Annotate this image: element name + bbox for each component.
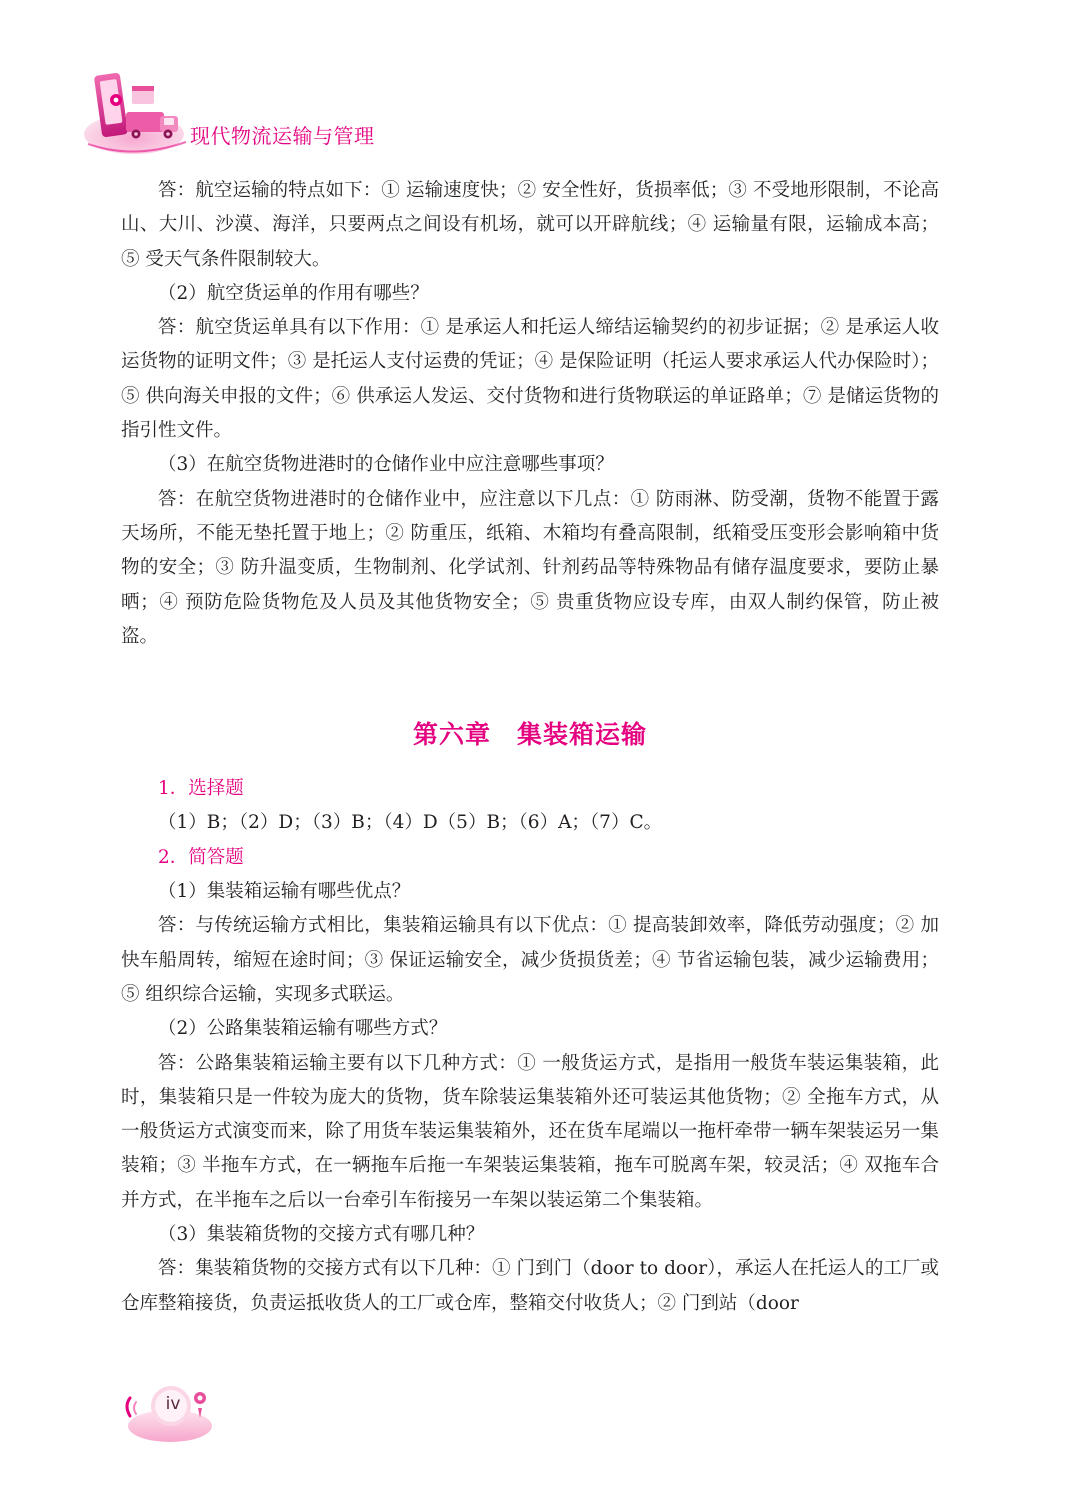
section-title: 1．选择题 [158,778,244,800]
answer-paragraph: 答：与传统运输方式相比，集装箱运输具有以下优点：① 提高装卸效率，降低劳动强度；② 加快车船周转，缩短在途时间；③ 保证运输安全，减少货损货差；④ 节省运输包装，减少运输费用；⑤ 组织综合运输，实现多式联运。 [121,915,939,1005]
page-number: iv [165,1394,181,1414]
logistics-phone-truck-icon [82,68,192,160]
question-heading: （2）公路集装箱运输有哪些方式？ [158,1018,448,1040]
page-body [121,174,939,1321]
answer-paragraph: 答：航空运输的特点如下：① 运输速度快；② 安全性好，货损率低；③ 不受地形限制，不论高山、大川、沙漠、海洋，只要两点之间设有机场，就可以开辟航线；④ 运输量有限，运输成本高；⑤ 受天气条件限制较大。 [121,180,939,270]
answer-paragraph: 答：公路集装箱运输主要有以下几种方式：① 一般货运方式，是指用一般货车装运集装箱，此时，集装箱只是一件较为庞大的货物，货车除装运集装箱外还可装运其他货物；② 全拖车方式，从一般货运方式演变而来，除了用货车装运集装箱外，还在货车尾端以一拖杆牵带一辆车架装运另一集装箱；③ 半拖车方式，在一辆拖车后拖一车架装运集装箱，拖车可脱离车架，较灵活；④ 双拖车合并方式，在半拖车之后以一台牵引车衔接另一车架以装运第二个集装箱。 [121,1052,939,1211]
answer-paragraph: 答：在航空货物进港时的仓储作业中，应注意以下几点：① 防雨淋、防受潮，货物不能置于露天场所，不能无垫托置于地上；② 防重压，纸箱、木箱均有叠高限制，纸箱受压变形会影响箱中货物的安全；③ 防升温变质，生物制剂、化学试剂、针剂药品等特殊物品有储存温度要求，要防止暴晒；④ 预防危险货物危及人员及其他货物安全；⑤ 贵重货物应设专库，由双人制约保管，防止被盗。 [121,488,939,647]
question-heading: （3）集装箱货物的交接方式有哪几种？ [158,1224,485,1246]
question-heading: （2）航空货运单的作用有哪些？ [158,282,429,304]
choice-answers: （1）B；（2）D；（3）B；（4）D（5）B；（6）A；（7）C。 [158,812,663,834]
answer-paragraph: 答：集装箱货物的交接方式有以下几种：① 门到门（door to door），承运人在托运人的工厂或仓库整箱接货，负责运抵收货人的工厂或仓库，整箱交付收货人；② 门到站（door [121,1258,939,1314]
question-heading: （3）在航空货物进港时的仓储作业中应注意哪些事项？ [158,454,614,476]
page-number-badge [118,1378,214,1446]
question-heading: （1）集装箱运输有哪些优点？ [158,881,411,903]
book-title: 现代物流运输与管理 [190,124,375,148]
chapter-title: 第六章 集装箱运输 [412,720,647,750]
answer-paragraph: 答：航空货运单具有以下作用：① 是承运人和托运人缔结运输契约的初步证据；② 是承运人收运货物的证明文件；③ 是托运人支付运费的凭证；④ 是保险证明（托运人要求承运人代办保险时）；⑤ 供向海关申报的文件；⑥ 供承运人发运、交付货物和进行货物联运的单证路单；⑦ 是储运货物的指引性文件。 [121,317,939,442]
section-title: 2．简答题 [158,846,244,868]
